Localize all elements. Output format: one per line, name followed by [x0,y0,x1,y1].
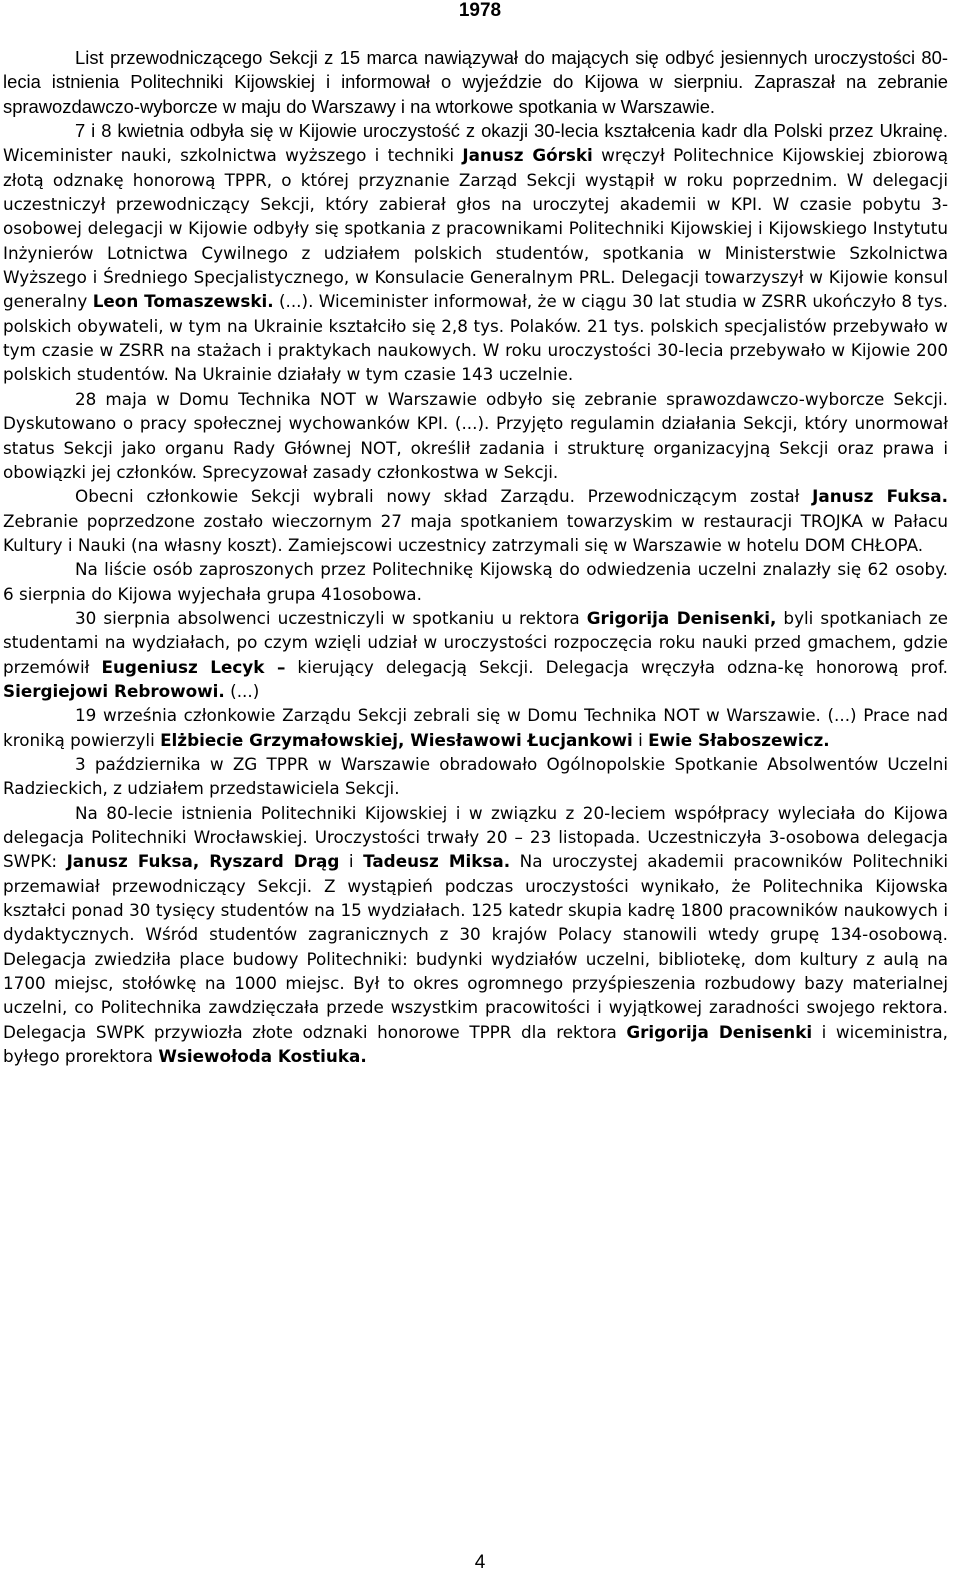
document-body [3,46,948,1068]
bold-name: Eugeniusz Lecyk – [101,656,286,677]
paragraph [3,703,948,752]
page-number: 4 [474,1552,486,1573]
paragraph [3,119,948,387]
text-run: Na uroczystej akademii pracowników Politechniki przemawiał przewodniczący Sekcji. Z wystąpień podczas uroczystości wynikało, że Politechnika Kijowska kształci ponad 30 tysięcy studentów na 15 wydziałach. 125 katedr skupia kadrę 1800 pracowników naukowych i dydaktycznych. Wśród studentów zagranicznych z 30 krajów Polacy stanowili wtedy grupę 134-osobową. Delegacja zwiedziła place budowy Politechniki: budynki wydziałów uczelni, bibliotekę, dom kultury z aulą na 1700 miejsc, stołówkę na 1000 miejsc. Był to okres ogromnego przyśpieszenia rozbudowy bazy materialnej uczelni, co Politechnika zawdzięczała przede wszystkim pracowitości i wyjątkowej zaradności swojego rektora. Delegacja SWPK przywiozła złote odznaki honorowe TPPR dla rektora [3,851,948,1042]
paragraph [3,752,948,801]
paragraph [3,606,948,703]
text-run: List przewodniczącego Sekcji z 15 marca nawiązywał do mających się odbyć jesiennych uroczystości 80-lecia istnienia Politechniki Kijowskiej i informował o wyjeździe do Kijowa w sierpniu. Zapraszał na zebranie sprawozdawczo-wyborcze w maju do Warszawy i na wtorkowe spotkania w Warszawie. [3,47,948,117]
text-run: (...) [224,680,260,701]
text-run: byli spotkaniach ze studentami na wydziałach, po czym wzięli udział w uroczystości rozpoczęcia roku nauki przed gmachem, gdzie przemówił [3,607,949,677]
paragraph [3,387,948,484]
text-run: i wiceministra, byłego prorektora [3,1021,948,1067]
text-run: i [339,851,364,872]
paragraph [3,557,948,606]
paragraph [3,801,948,1069]
text-run: 19 września członkowie Zarządu Sekcji zebrali się w Domu Technika NOT w Warszawie. (...) Prace nad kroniką powierzyli [3,705,948,750]
text-run: Obecni członkowie Sekcji wybrali nowy skład Zarządu. Przewodniczącym został [75,486,813,507]
bold-name: Siergiejowi Rebrowowi. [3,680,225,701]
text-run: 28 maja w Domu Technika NOT w Warszawie odbyło się zebranie sprawozdawczo-wyborcze Sekcji. Dyskutowano o pracy społecznej wychowanków KPI. (...). Przyjęto regulamin działania Sekcji, który unormował status Sekcji jako organu Rady Głównej NOT, określił zadania i strukturę organizacyjną Sekcji oraz prawa i obowiązki jej członków. Sprecyzował zasady członkostwa w Sekcji. [3,388,948,482]
bold-name: Janusz Fuksa, Ryszard Drąg [66,851,340,872]
text-run: Zebranie poprzedzone zostało wieczornym 27 maja spotkaniem towarzyskim w restauracji TROJKA w Pałacu Kultury i Nauki (na własny koszt). Zamiejscowi uczestnicy zatrzymali się w Warszawie w hotelu DOM CHŁOPA. [3,510,948,555]
paragraph [3,46,948,119]
bold-name: Grigorija Denisenki, [586,607,777,628]
bold-name: Elżbiecie Grzymałowskiej, Wiesławowi Łucjankowi [160,729,633,750]
bold-name: Ewie Słaboszewicz. [648,729,830,750]
bold-name: Wsiewołoda Kostiuka. [158,1046,367,1067]
text-run: Wiceminister nauki, szkolnictwa wyższego i techniki [3,145,463,166]
text-run: Na liście osób zaproszonych przez Politechnikę Kijowską do odwiedzenia uczelni znalazły się 62 osoby. 6 sierpnia do Kijowa wyjechała grupa 41osobowa. [3,559,948,604]
text-run: (...). Wiceminister informował, że w ciągu 30 lat studia w ZSRR ukończyło 8 tys. polskich obywateli, w tym na Ukrainie kształciło się 2,8 tys. Polaków. 21 tys. polskich specjalistów przebywało w tym czasie w ZSRR na stażach i praktykach naukowych. W roku uroczystości 30-lecia przebywało w Kijowie 200 polskich studentów. Na Ukrainie działały w tym czasie 143 uczelnie. [3,291,949,385]
text-run: kierujący delegacją Sekcji. Delegacja wręczyła odzna-kę honorową prof. [285,656,948,677]
paragraph [3,484,948,557]
text-run: 30 sierpnia absolwenci uczestniczyli w spotkaniu u rektora [75,607,587,628]
bold-name: Tadeusz Miksa. [363,851,511,872]
text-run: Na 80-lecie istnienia Politechniki Kijowskiej i w związku z 20-leciem współpracy wyleciała do Kijowa delegacja Politechniki Wrocławskiej. Uroczystości trwały 20 – 23 listopada. Uczestniczyła 3-osobowa delegacja SWPK: [3,802,948,872]
paragraph-lead: 7 i 8 kwietnia odbyła się w Kijowie uroczystość z okazji 30-lecia kształcenia kadr dla Polski przez Ukrainę. [75,120,948,142]
bold-name: Leon Tomaszewski. [92,291,274,312]
text-run: i [632,729,649,750]
bold-name: Janusz Fuksa. [812,486,948,507]
bold-name: Janusz Górski [462,145,593,166]
text-run: wręczył Politechnice Kijowskiej zbiorową złotą odznakę honorową TPPR, o której przyznanie Zarząd Sekcji wystąpił w roku poprzednim. W delegacji uczestniczył przewodniczący Sekcji, który zabierał głos na uroczytej akademii w KPI. W czasie pobytu 3-osobowej delegacji w Kijowie odbyły się spotkania z pracownikami Politechniki Kijowskiej i Kijowskiego Instytutu Inżynierów Lotnictwa Cywilnego z udziałem polskich studentów, spotkania w Ministerstwie Szkolnictwa Wyższego i Średniego Specjalistycznego, w Konsulacie Generalnym PRL. Delegacji towarzyszył w Kijowie konsul generalny [3,145,948,312]
year-heading: 1978 [458,0,502,21]
text-run: 3 października w ZG TPPR w Warszawie obradowało Ogólnopolskie Spotkanie Absolwentów Uczelni Radzieckich, z udziałem przedstawiciela Sekcji. [3,753,948,799]
bold-name: Grigorija Denisenki [626,1021,813,1042]
